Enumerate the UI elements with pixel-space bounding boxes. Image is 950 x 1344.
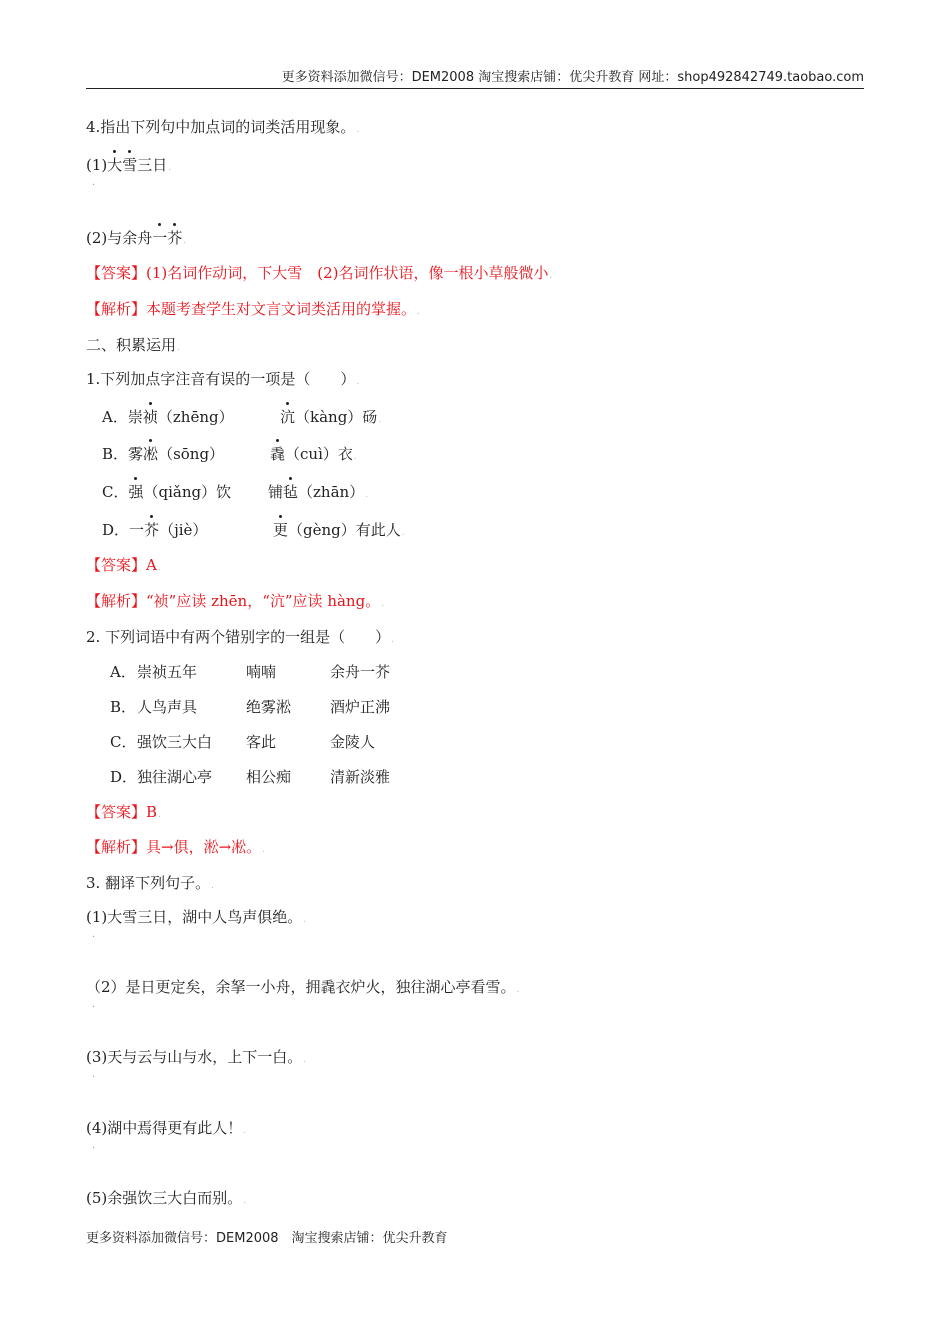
q4-item-2: (2)与余舟一芥. — [86, 229, 187, 247]
answer-space-mark: · — [92, 1002, 96, 1013]
q2-option-d-word3: 清新淡雅 — [330, 768, 391, 786]
emphasis-dot-char: 芥 — [167, 229, 183, 247]
q1-option-a-right: 沆（kàng）砀. — [280, 408, 382, 426]
q2-option-b-word3: 酒炉正沸 — [330, 698, 391, 716]
q1-option-b-left: B．雾凇（sōng） — [102, 445, 225, 463]
q1-option-c-left: C．强（qiǎng）饮 — [102, 483, 232, 501]
q2-option-d-label: D． — [110, 768, 138, 786]
q3-title: 3. 翻译下列句子。. — [86, 874, 214, 892]
q2-option-a-word3: 余舟一芥 — [330, 663, 391, 681]
q3-item-2: （2）是日更定矣，余拏一小舟，拥毳衣炉火，独往湖心亭看雪。. — [86, 978, 520, 996]
q2-title: 2. 下列词语中有两个错别字的一组是（ ）. — [86, 628, 394, 646]
q4-analysis: 【解析】本题考查学生对文言文词类活用的掌握。. — [86, 300, 420, 318]
answer-space-mark: · — [92, 932, 96, 943]
q3-item-5: (5)余强饮三大白而别。. — [86, 1189, 247, 1207]
emphasis-dot-char: 雪 — [122, 156, 138, 174]
q1-title: 1.下列加点字注音有误的一项是（ ）. — [86, 370, 360, 388]
q2-option-c-word1: 强饮三大白 — [137, 733, 213, 751]
q1-option-d-left: D．一芥（jiè） — [102, 521, 208, 539]
q2-option-b-word2: 绝雾淞 — [246, 698, 292, 716]
q2-option-c-word2: 客此 — [246, 733, 277, 751]
page-header — [86, 66, 864, 89]
q2-option-b-word1: 人鸟声具 — [137, 698, 198, 716]
q1-analysis: 【解析】“祯”应读 zhēn，“沆”应读 hàng。. — [86, 592, 385, 610]
q2-option-a-word2: 喃喃 — [246, 663, 277, 681]
section-heading: 二、积累运用. — [86, 336, 180, 354]
q2-option-c-label: C． — [110, 733, 137, 751]
page-footer: 更多资料添加微信号：DEM2008 淘宝搜索店铺：优尖升教育 — [86, 1231, 448, 1246]
q2-option-a-label: A． — [110, 663, 136, 681]
emphasis-dot-char: 大 — [107, 156, 123, 174]
answer-space-mark: · — [92, 180, 96, 191]
q1-option-c-right: 铺毡（zhān）. — [268, 483, 369, 501]
q2-option-c-word3: 金陵人 — [330, 733, 376, 751]
q3-item-1: (1)大雪三日，湖中人鸟声俱绝。. — [86, 908, 307, 926]
answer-space-mark: · — [92, 1143, 96, 1154]
q2-option-a-word1: 崇祯五年 — [137, 663, 198, 681]
q1-option-b-right: 毳（cuì）衣. — [270, 445, 357, 463]
q2-option-b-label: B． — [110, 698, 137, 716]
emphasis-dot-char: 一 — [152, 229, 168, 247]
header-text: 更多资料添加微信号：DEM2008 淘宝搜索店铺：优尖升教育 网址：shop492842749.taobao.com — [281, 70, 864, 85]
q4-item-1: (1)大雪三日. — [86, 156, 172, 174]
q2-analysis: 【解析】具→俱，淞→凇。. — [86, 838, 266, 856]
q1-option-d-right: 更（gèng）有此人. — [273, 521, 405, 539]
q1-answer: 【答案】A. — [86, 556, 161, 574]
answer-space-mark: · — [92, 1072, 96, 1083]
q2-option-d-word1: 独往湖心亭 — [137, 768, 213, 786]
q4-title: 4.指出下列句中加点词的词类活用现象。. — [86, 118, 360, 136]
q3-item-3: (3)天与云与山与水，上下一白。. — [86, 1048, 307, 1066]
q3-item-4: (4)湖中焉得更有此人！. — [86, 1119, 247, 1137]
q2-option-d-word2: 相公痴 — [246, 768, 292, 786]
q2-answer: 【答案】B. — [86, 803, 161, 821]
q4-answer: 【答案】(1)名词作动词，下大雪 (2)名词作状语，像一根小草般微小. — [86, 264, 553, 282]
q1-option-a-left: A．崇祯（zhēng） — [102, 408, 234, 426]
